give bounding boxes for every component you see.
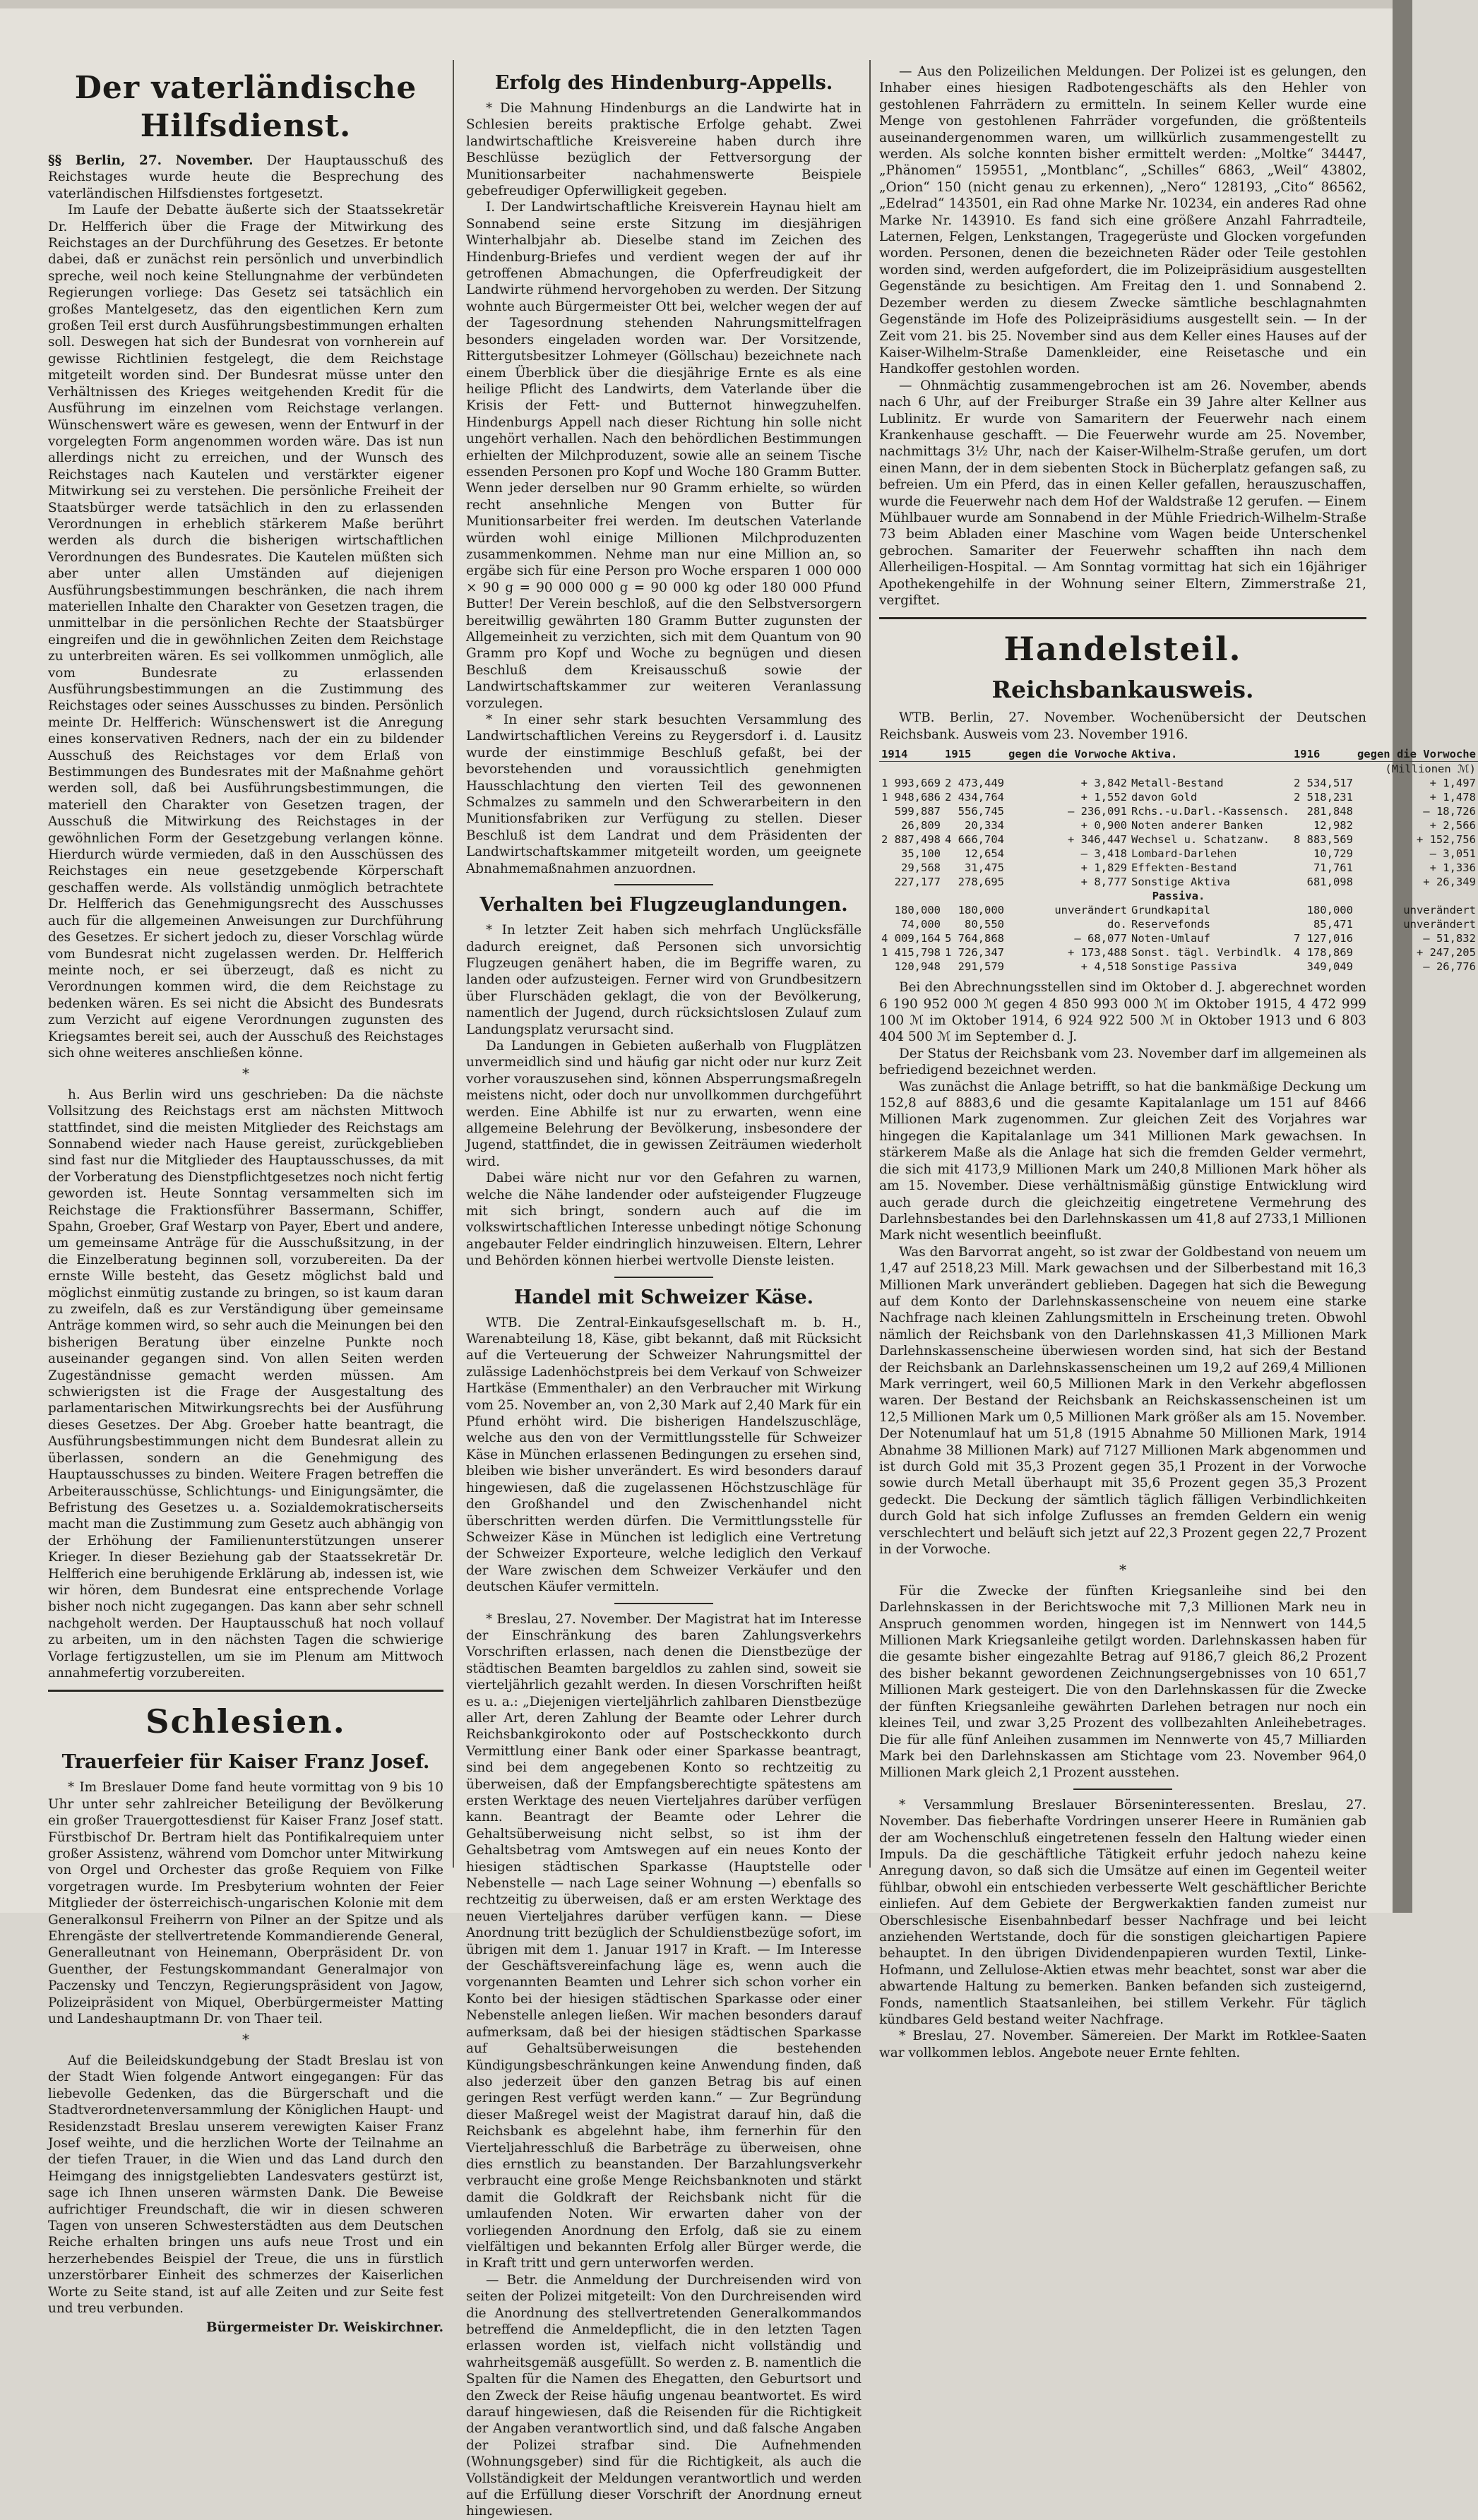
- table-cell: — 3,418: [1080, 847, 1127, 861]
- table-cell: Lombard-Darlehen: [1131, 847, 1237, 861]
- table-cell: 35,100: [901, 847, 941, 861]
- separator-star: *: [242, 1065, 249, 1082]
- article-paragraph: * In einer sehr stark besuchten Versammlung des Landwirtschaftlichen Vereins zu Reygersdorf i. d. Lausitz wurde der einstimmige Beschluß gefaßt, bei der bevorstehenden und voraussichtlich genehmigten Hausschlachtung den vierten Teil des gewonnenen Schmalzes zu sammeln und den Schwerarbeitern in den Munitionsfabriken zur Verfügung zu stellen. Dieser Beschluß ist dem Landrat und dem Präsidenten der Landwirtschaftskammer mitgeteilt worden, um geeignete Abnahmemaßnahmen anzuordnen.: [466, 712, 862, 876]
- table-cell: 12,654: [965, 847, 1004, 861]
- table-cell: 2 434,764: [945, 791, 1004, 804]
- section-rule: [879, 617, 1366, 619]
- table-cell: 681,098: [1306, 876, 1353, 889]
- table-header-cell: 1914: [879, 747, 943, 762]
- article-paragraph: Bei den Abrechnungsstellen sind im Oktober d. J. abgerechnet worden 6 190 952 000 ℳ gegen 4 850 993 000 ℳ im Oktober 1915, 4 472 999 100 ℳ im Oktober 1914, 6 924 922 500 ℳ in Oktober 1913 und 6 803 404 500 ℳ im September d. J.: [879, 980, 1366, 1045]
- separator-star: *: [1119, 1561, 1126, 1579]
- table-cell: Sonst. tägl. Verbindlk.: [1131, 946, 1283, 960]
- table-cell: 85,471: [1313, 918, 1353, 931]
- article-paragraph: h. Aus Berlin wird uns geschrieben: Da die nächste Vollsitzung des Reichstags erst am nächsten Mittwoch stattfindet, sind die meisten Mitglieder des Reichstags am Sonnabend wieder nach Hause gereist, zurückgeblieben sind fast nur die Mitglieder des Hauptausschusses, da mit der Vorberatung des Dienstpflichtgesetzes noch nicht fertig geworden ist. Heute Sonntag versammelten sich im Reichstage die Fraktionsführer Bassermann, Schiffer, Spahn, Groeber, Graf Westarp von Payer, Ebert und andere, um gemeinsame Anträge für die Ausschußsitzung, in der die Einzelberatung beginnen soll, vorzubereiten. Da der ernste Wille besteht, das Gesetz möglichst bald und möglichst einmütig zustande zu bringen, so ist kaum daran zu zweifeln, daß es zur Verständigung über gemeinsame Anträge kommen wird, so sehr auch die Meinungen bei den bisherigen Beratung über einzelne Punkte noch auseinander gegangen sind. Von allen Seiten werden Zugeständnisse gemacht werden müssen. Am schwierigsten ist die Frage der Ausgestaltung des parlamentarischen Mitwirkungsrechts bei der Ausführung dieses Gesetzes. Der Abg. Groeber hatte beantragt, die Ausführungsbestimmungen nicht dem Bundesrat allein zu überlassen, sondern an die Genehmigung des Hauptausschusses zu binden. Weitere Fragen betreffen die Arbeiterausschüsse, Schlichtungs- und Einigungsämter, die Befristung des Gesetzes u. a. Sozialdemokratischerseits macht man die Zustimmung zum Gesetz auch abhängig von der Erhöhung der Familienunterstützungen unserer Krieger. In dieser Beziehung gab der Staatssekretär Dr. Helfferich eine beruhigende Erklärung ab, indessen ist, wie wir hören, dem Bundesrat eine entsprechende Vorlage bisher noch nicht zugegangen. Das kann aber sehr schnell nachgeholt werden. Der Hauptausschuß hat noch vollauf zu arbeiten, um in den nächsten Tagen die schwierige Vorlage fertigzustellen, um sie im Plenum am Mittwoch annahmefertig vorzubereiten.: [48, 1087, 443, 1680]
- table-cell: + 26,349: [1423, 876, 1476, 889]
- table-cell: 7 127,016: [1293, 932, 1353, 945]
- table-row: [879, 917, 1478, 931]
- table-cell: 74,000: [901, 918, 941, 931]
- separator-star: *: [242, 2031, 249, 2048]
- table-cell: 5 764,868: [945, 932, 1004, 945]
- table-row: [879, 776, 1478, 790]
- table-cell: + 0,900: [1080, 819, 1127, 832]
- table-row: [879, 875, 1478, 889]
- table-cell: unverändert: [1054, 904, 1127, 917]
- table-cell: Noten anderer Banken: [1131, 819, 1263, 832]
- table-cell: 556,745: [958, 805, 1004, 818]
- table-cell: 349,049: [1306, 960, 1353, 974]
- reichsbank-table: [879, 747, 1478, 974]
- table-cell: Metall-Bestand: [1131, 777, 1224, 790]
- headline-hilfsdienst: Der vaterländische Hilfsdienst.: [74, 70, 417, 144]
- dateline: [48, 153, 443, 202]
- subheading-reichsbankausweis: Reichsbankausweis.: [991, 676, 1254, 704]
- table-unit-row: [879, 762, 1478, 777]
- table-cell: 1 726,347: [945, 946, 1004, 960]
- table-cell: Reservefonds: [1131, 918, 1210, 931]
- section-heading-handelsteil: Handelsteil.: [1003, 630, 1242, 669]
- table-cell: 180,000: [894, 904, 941, 917]
- table-cell: + 3,842: [1080, 777, 1127, 790]
- table-unit: (Millionen ℳ): [1385, 763, 1476, 776]
- table-cell: 291,579: [958, 960, 1004, 974]
- article-paragraph: Dabei wäre nicht nur vor den Gefahren zu warnen, welche die Nähe landender oder aufsteigender Flugzeuge mit sich bringt, sondern auch auf die im volkswirtschaftlichen Interesse unbedingt nötige Schonung angebauter Felder eindringlich hinzuweisen. Eltern, Lehrer und Behörden können hierbei wertvolle Dienste leisten.: [466, 1171, 862, 1269]
- article-paragraph: Was den Barvorrat angeht, so ist zwar der Goldbestand von neuem um 1,47 auf 2518,23 Mill. Mark gewachsen und der Silberbestand mit 16,3 Millionen Mark unverändert geblieben. Dagegen hat sich die Bewegung auf dem Konto der Darlehnskassenscheine von neuem eine starke Nachfrage nach kleinen Zahlungsmitteln in Erscheinung treten. Obwohl nämlich der Reichsbank von den Darlehnskassen 41,3 Millionen Mark Darlehnskassenscheine überwiesen worden sind, hat sich der Bestand der Reichsbank an Darlehnskassenscheinen um 19,2 auf 269,4 Millionen Mark verringert, weil 60,5 Millionen Mark in den Verkehr abgeflossen waren. Der Bestand der Reichsbank an Reichskassenscheinen ist um 12,5 Millionen Mark um 0,5 Millionen Mark größer als am 15. November. Der Notenumlauf hat um 51,8 (1915 Abnahme 50 Millionen Mark, 1914 Abnahme 38 Millionen Mark) auf 7127 Millionen Mark abgenommen und ist durch Gold mit 35,3 Prozent gegen 35,1 Prozent in der Vorwoche sowie durch Metall überhaupt mit 35,6 Prozent gegen 35,3 Prozent gedeckt. Die Deckung der sämtlich täglich fälligen Verbindlichkeiten durch Gold hat sich infolge Zuflusses an fremden Geldern ein wenig verschlechtert und beläuft sich jetzt auf 22,3 Prozent gegen 22,7 Prozent in der Vorwoche.: [879, 1244, 1366, 1558]
- column-1: [48, 64, 443, 2336]
- article-paragraph: Im Laufe der Debatte äußerte sich der Staatssekretär Dr. Helfferich über die Frage der Mitwirkung des Reichstages an der Durchführung des Gesetzes. Er betonte dabei, daß er zunächst rein persönlich und unverbindlich spreche, weil noch keine Stellungnahme der verbündeten Regierungen vorliege: Das Gesetz sei tatsächlich ein großes Mantelgesetz, das den eigentlichen Kern zum großen Teil erst durch Ausführungsbestimmungen erhalten soll. Deswegen hat sich der Bundesrat von vornherein auf gewisse Richtlinien festgelegt, die dem Reichstage mitgeteilt worden sind. Der Bundesrat müsse unter den Verhältnissen des Krieges weitgehenden Kredit für die Ausführung im einzelnen vom Reichstage verlangen. Wünschenswert wäre es gewesen, wenn der Entwurf in der vorgelegten Form angenommen worden wäre. Das ist nun allerdings nicht zu erreichen, und der Wunsch des Reichstages nach Kautelen und verstärkter eigener Mitwirkung sei zu verstehen. Die persönliche Freiheit der Staatsbürger werde tatsächlich in den zu erlassenden Verordnungen in erheblich stärkerem Maße berührt werden als durch die bisherigen wirtschaftlichen Verordnungen des Bundesrates. Die Kautelen müßten sich aber unter allen Umständen auf diejenigen Ausführungsbestimmungen beschränken, die nach ihrem materiellen Inhalte den Charakter von Gesetzen tragen, die unmittelbar in die persönlichen Rechte der Staatsbürger eingreifen und die in gewöhnlichen Zeiten dem Reichstage zu unterbreiten wären. Es sei vollkommen unmöglich, alle vom Bundesrate zu erlassenden Ausführungsbestimmungen an die Zustimmung des Reichstages oder seines Ausschusses zu binden. Persönlich meinte Dr. Helfferich: Wünschenswert ist die Anregung eines konservativen Redners, nach der ein zu bildender Ausschuß des Reichstages vor dem Erlaß von Bestimmungen des Bundesrates mit der Maßnahme gehört werden soll, daß bei Ausführungsbestimmungen, die materiell den Charakter von Gesetzen tragen, der Ausschuß die Mitwirkung des Reichstages in der gewöhnlichen Form der Gesetzgebung verlangen könne. Hierdurch würde vermieden, daß in den Ausschüssen des Reichstages ein neue gesetzgebende Körperschaft geschaffen werde. Als vollständig unmöglich betrachtete Dr. Helfferich das Genehmigungsrecht des Ausschusses auch für die allgemeinen Anweisungen zur Durchführung des Gesetzes. Er sichert jedoch zu, dieser Vorschlag würde vom Bundesrat nicht zugelassen werden. Dr. Helfferich meinte noch, er sei überzeugt, daß es nicht zu Verordnungen kommen wird, die dem Reichstage zu bedenken wären. Es sei nicht die Absicht des Bundesrats zum Verzicht auf eigene Verordnungen zugunsten des Kriegsamtes bereit sei, auch der Ausschuß des Reichstages sich ohne weiteres anschließen könne.: [48, 203, 443, 1061]
- short-rule: [614, 1277, 713, 1278]
- table-header-cell: 1915: [943, 747, 1006, 762]
- table-cell: + 152,756: [1416, 833, 1476, 847]
- table-header-cell: Aktiva.: [1129, 747, 1292, 762]
- table-cell: Wechsel u. Schatzanw.: [1131, 833, 1270, 847]
- table-cell: + 8,777: [1080, 876, 1127, 889]
- table-cell: + 4,518: [1080, 960, 1127, 974]
- table-cell: + 2,566: [1429, 819, 1476, 832]
- table-header-cell: 1916: [1292, 747, 1355, 762]
- table-cell: 8 883,569: [1293, 833, 1353, 847]
- table-row: [879, 804, 1478, 818]
- table-cell: Rchs.-u.Darl.-Kassensch.: [1131, 805, 1289, 818]
- table-cell: Noten-Umlauf: [1131, 932, 1210, 945]
- table-cell: 281,848: [1306, 805, 1353, 818]
- table-cell: + 247,205: [1416, 946, 1476, 960]
- table-cell: 80,550: [965, 918, 1004, 931]
- article-paragraph: * Im Breslauer Dome fand heute vormittag von 9 bis 10 Uhr unter sehr zahlreicher Beteiligung der Bevölkerung ein großer Trauergottesdienst für Kaiser Franz Josef statt. Fürstbischof Dr. Bertram hielt das Pontifikalrequiem unter großer Assistenz, während vom Domchor unter Mitwirkung von Orgel und Orchester das große Requiem von Filke vorgetragen wurde. Im Presbyterium wohnten der Feier Mitglieder der österreichisch-ungarischen Kolonie mit dem Generalkonsul Freiherrn von Pilner an der Spitze und als Ehrengäste der stellvertretende Kommandierende General, Generalleutnant von Heinemann, Oberpräsident Dr. von Guenther, der Festungskommandant Generalmajor von Paczensky und Tenczyn, Regierungspräsident von Jagow, Polizeipräsident von Miquel, Oberbürgermeister Matting und Landeshauptmann Dr. von Thaer teil.: [48, 1780, 443, 2027]
- table-row: [879, 832, 1478, 847]
- table-row: [879, 945, 1478, 960]
- table-cell: 12,982: [1313, 819, 1353, 832]
- table-cell: + 1,478: [1429, 791, 1476, 804]
- table-cell: + 1,829: [1080, 861, 1127, 875]
- table-cell: Effekten-Bestand: [1131, 861, 1237, 875]
- article-paragraph: Was zunächst die Anlage betrifft, so hat die bankmäßige Deckung um 152,8 auf 8883,6 und die gesamte Kapitalanlage um 151 auf 8466 Millionen Mark zugenommen. Zur gleichen Zeit des Vorjahres war hingegen die Kapitalanlage um 341 Millionen Mark gewachsen. In stärkerem Maße als die Anlage hat sich die fremden Gelder vermehrt, die sich mit 4173,9 Millionen Mark um 240,8 Millionen Mark höher als am 15. November. Diese verhältnismäßig günstige Entwicklung wird auch gerade durch die gleichzeitig eingetretene Vermehrung des Darlehnsbestandes bei den Darlehnskassen um 41,8 auf 2733,1 Millionen Mark nicht wesentlich beeinflußt.: [879, 1079, 1366, 1243]
- subheading-flugzeuglandungen: Verhalten bei Flugzeuglandungen.: [479, 894, 848, 916]
- table-header-cell: gegen die Vorwoche: [1355, 747, 1478, 762]
- column-rule-1: [453, 60, 454, 1868]
- article-paragraph: * Versammlung Breslauer Börseninteressenten. Breslau, 27. November. Das fieberhafte Vordringen unserer Heere in Rumänien gab der am Wochenschluß eingetretenen fesseln den Haltung wieder einen Impuls. Da die geschäftliche Tätigkeit erfuhr jedoch nahezu keine Anregung davon, so daß sich die Umsätze auf einen im Gegenteil weiter fühlbar, obwohl ein entschieden verbesserte Welt geschäftlicher Berichte einliefen. Auf dem Gebiete der Bergwerkaktien fanden zumeist nur Oberschlesische Eisenbahnbedarf besser Nachfrage und bei leicht anziehenden Wertstande, doch für die sonstigen gleichartigen Papiere behauptet. In den übrigen Dividendenpapieren wurden Textil, Linke-Hofmann, und Zellulose-Aktien etwas mehr beachtet, sonst war aber die abwartende Haltung zu bemerken. Banken befanden sich zusteigernd, Fonds, namentlich Staatsanleihen, bei stillem Verkehr. Für täglich kündbares Geld bestand weiter Nachfrage.: [879, 1797, 1366, 2027]
- article-paragraph: Der Hauptausschuß des Reichstages wurde heute die Besprechung des vaterländischen Hilfsdienstes fortgesetzt.: [48, 153, 443, 201]
- table-cell: — 51,832: [1423, 932, 1476, 945]
- article-paragraph: — Aus den Polizeilichen Meldungen. Der Polizei ist es gelungen, den Inhaber eines hiesigen Radbotengeschäfts als den Hehler von gestohlenen Fahrrädern zu ermitteln. In seinem Keller wurde eine Menge von gestohlenen Fahrräder vorgefunden, die größtenteils auseinandergenommen waren, um willkürlich zusammengestellt zu werden. Als solche konnten bisher ermittelt werden: „Moltke“ 34447, „Phänomen“ 159551, „Montblanc“, „Schilles“ 6863, „Weil“ 43802, „Orion“ 150 (nicht genau zu erkennen), „Nero“ 128193, „Cito“ 86562, „Edelrad“ 143501, ein Rad ohne Marke Nr. 10234, ein anderes Rad ohne Marke Nr. 143910. Es fand sich eine größere Anzahl Fahrradteile, Laternen, Felgen, Lenkstangen, Tragegerüste und Glocken vorgefunden worden. Personen, denen die bezeichneten Räder oder Teile gestohlen worden sind, werden aufgefordert, die im Polizeipräsidium ausgestellten Gegenstände zu besichtigen. Am Freitag den 1. und Sonnabend 2. Dezember werden zu diesem Zwecke sämtliche beschlagnahmten Gegenstände im Hofe des Polizeipräsidiums ausgestellt sein. — In der Zeit vom 21. bis 25. November sind aus dem Keller eines Hauses auf der Kaiser-Wilhelm-Straße Damenkleider, eine Reisetasche und ein Handkoffer gestohlen worden.: [879, 64, 1366, 377]
- table-row: [879, 818, 1478, 832]
- dateline-text: §§ Berlin, 27. November.: [48, 153, 254, 168]
- table-cell: 2 534,517: [1293, 777, 1353, 790]
- table-cell: 180,000: [958, 904, 1004, 917]
- table-cell: + 1,336: [1429, 861, 1476, 875]
- table-cell: 4 009,164: [881, 932, 941, 945]
- table-cell: + 1,497: [1429, 777, 1476, 790]
- table-row: [879, 790, 1478, 804]
- table-cell: 10,729: [1313, 847, 1353, 861]
- article-paragraph: Auf die Beileidskundgebung der Stadt Breslau ist von der Stadt Wien folgende Antwort eingegangen: Für das liebevolle Gedenken, das die Bürgerschaft und die Stadtverordnetenversammlung der Königlichen Haupt- und Residenzstadt Breslau unserem verewigten Kaiser Franz Josef weihte, und die herzlichen Worte der Teilnahme an der tiefen Trauer, in die Wien und das Land durch den Heimgang des innigstgeliebten Landesvaters gestürzt ist, sage ich Ihnen unseren wärmsten Dank. Die Beweise aufrichtiger Freundschaft, die wir in diesen schweren Tagen von unseren Schwesterstädten aus dem Deutschen Reiche erhalten bringen uns aufs neue Trost und ein herzerhebendes Beispiel der Treue, die uns in fürstlich unzerstörbarer Einheit des schmerzes der Kaiserlichen Worte zu Seite stand, ist auf alle Zeiten und zur Seite fest und treu verbunden.: [48, 2053, 443, 2316]
- section-rule: [48, 1690, 443, 1692]
- table-cell: Sonstige Aktiva: [1131, 876, 1230, 889]
- aktiva-rows: [879, 776, 1478, 889]
- subheading-schweizer-kaese: Handel mit Schweizer Käse.: [513, 1286, 814, 1308]
- table-cell: + 1,552: [1080, 791, 1127, 804]
- table-cell: — 26,776: [1423, 960, 1476, 974]
- short-rule: [1073, 1789, 1172, 1790]
- table-cell: — 3,051: [1429, 847, 1476, 861]
- article-paragraph: * Breslau, 27. November. Der Magistrat hat im Interesse der Einschränkung des baren Zahlungsverkehrs Vorschriften erlassen, nach denen die Dienstbezüge der städtischen Beamten bargeldlos zu zahlen sind, soweit sie vierteljährlich gezahlt werden. In diesen Vorschriften heißt es u. a.: „Diejenigen vierteljährlich zahlbaren Dienstbezüge aller Art, deren Zahlung der Beamte oder Lehrer durch Reichsbankgirokonto oder auf Postscheckkonto durch Vermittlung einer Bank oder einer Sparkasse beantragt, sind bei dem angegebenen Konto so rechtzeitig zu überweisen, daß der Empfangsberechtigte spätestens am ersten Werktage des neuen Vierteljahres darüber verfügen kann. Beantragt der Beamte oder Lehrer die Gehaltsüberweisung nicht selbst, so ist ihm der Gehaltsbetrag vom Amtswegen auf ein neues Konto der hiesigen städtischen Sparkasse (Hauptstelle oder Nebenstelle — nach Lage seiner Wohnung —) ebenfalls so rechtzeitig zu überweisen, daß er am ersten Werktage des neuen Vierteljahres darüber verfügen kann. — Diese Anordnung tritt bezüglich der Schuldienstbezüge sofort, im übrigen mit dem 1. Januar 1917 in Kraft. — Im Interesse der Geschäftsvereinfachung läge es, wenn auch die vorgenannten Beamten und Lehrer sich schon vorher ein Konto bei der hiesigen städtischen Sparkasse oder einer Nebenstelle anlegen ließen. Wir machen besonders darauf aufmerksam, daß bei der hiesigen städtischen Sparkasse auf Gehaltsüberweisungen die bestehenden Kündigungsbeschränkungen keine Anwendung finden, daß also jederzeit über den ganzen Betrag bis auf einen geringen Rest verfügt werden kann.“ — Zur Begründung dieser Maßregel weist der Magistrat darauf hin, daß die Reichsbank es abgelehnt habe, ihm fernerhin für den Vierteljahresschluß die Barbeträge zu überweisen, ohne dies ernstlich zu beanstanden. Der Barzahlungsverkehr verbraucht eine große Menge Reichsbanknoten und stärkt damit die Goldkraft der Reichsbank nicht für die umlaufenden Noten. Wir erwarten daher von der vorliegenden Anordnung den Erfolg, daß sie zu einem vielfältigen und bekannten Erfolg aller Bürger werde, die in Kraft tritt und gern unterworfen werden.: [466, 1611, 862, 2271]
- article-paragraph: — Betr. die Anmeldung der Durchreisenden wird von seiten der Polizei mitgeteilt: Von den Durchreisenden wird die Anordnung des stellvertretenden Generalkommandos betreffend die Anmeldepflicht, die in den letzten Tagen erlassen worden ist, vielfach nicht vollständig und wahrheitsgemäß ausgefüllt. So werden z. B. namentlich die Spalten für die Namen des Ehegatten, den Geburtsort und den Zweck der Reise häufig ungenau beantwortet. Es wird darauf hingewiesen, daß die Reisenden für die Richtigkeit der Angaben verantwortlich sind, und daß falsche Angaben der Polizei strafbar sind. Die Aufnehmenden (Wohnungsgeber) sind für die Richtigkeit, als auch die Vollständigkeit der Meldungen verantwortlich und werden auf die Erfüllung dieser Vorschrift der Anordnung erneut hingewiesen.: [466, 2272, 862, 2519]
- section-heading-schlesien: Schlesien.: [145, 1702, 346, 1741]
- table-row: [879, 931, 1478, 945]
- article-paragraph: WTB. Berlin, 27. November. Wochenübersicht der Deutschen Reichsbank. Ausweis vom 23. November 1916.: [879, 710, 1366, 742]
- column-3: [879, 64, 1476, 2060]
- table-cell: 278,695: [958, 876, 1004, 889]
- subheading-hindenburg: Erfolg des Hindenburg-Appells.: [494, 72, 833, 94]
- table-row: [879, 960, 1478, 974]
- table-cell: 227,177: [894, 876, 941, 889]
- table-cell: — 68,077: [1074, 932, 1127, 945]
- table-cell: Grundkapital: [1131, 904, 1210, 917]
- table-cell: 71,761: [1313, 861, 1353, 875]
- table-cell: — 236,091: [1067, 805, 1127, 818]
- article-paragraph: * In letzter Zeit haben sich mehrfach Unglücksfälle dadurch ereignet, daß Personen sich unvorsichtig Flugzeugen genähert haben, die im Begriffe waren, zu landen oder aufzusteigen. Ferner wird von Grundbesitzern über Flurschäden geklagt, die von der Bevölkerung, namentlich der Jugend, durch rücksichtslosen Zulauf zum Landungsplatz verursacht sind.: [466, 923, 862, 1037]
- table-cell: 4 178,869: [1293, 946, 1353, 960]
- article-paragraph: I. Der Landwirtschaftliche Kreisverein Haynau hielt am Sonnabend seine erste Sitzung im diesjährigen Winterhalbjahr ab. Dieselbe stand im Zeichen des Hindenburg-Briefes und verdient wegen der auf ihr getroffenen Abmachungen, die Opferfreudigkeit der Landwirte rühmend hervorgehoben zu werden. Der Sitzung wohnte auch Bürgermeister Ott bei, welcher wegen der auf der Tagesordnung stehenden Nahrungsmittelfragen besonders eingeladen worden war. Der Vorsitzende, Rittergutsbesitzer Lohmeyer (Göllschau) bezeichnete nach einem Überblick über die diesjährige Ernte es als eine heilige Pflicht des Landwirts, dem Vaterlande über die Krisis der Fett- und Butternot hinwegzuhelfen. Hindenburgs Appell nach dieser Richtung hin solle nicht ungehört verhallen. Nach den behördlichen Bestimmungen erhielten der Milchproduzent, sowie alle an seinem Tische essenden Personen pro Kopf und Woche 180 Gramm Butter. Wenn jeder derselben nur 90 Gramm erhielte, so würden recht ansehnliche Mengen von Butter für Munitionsarbeiter frei werden. Im deutschen Vaterlande würden wohl einige Millionen Milchproduzenten zusammenkommen. Nehme man nur eine Million an, so ergäbe sich für eine Person pro Woche ersparen 1 000 000 × 90 g = 90 000 000 g = 90 000 kg oder 180 000 Pfund Butter! Der Verein beschloß, auf die den Selbstversorgern bereitwillig gewährten 180 Gramm Butter zugunsten der Allgemeinheit zu verzichten, sich mit dem Quantum von 90 Gramm pro Kopf und Woche zu begnügen und diesen Beschluß dem Kreisausschuß sowie der Landwirtschaftskammer zur weiteren Veranlassung vorzulegen.: [466, 200, 862, 711]
- short-rule: [614, 884, 713, 885]
- table-cell: + 346,447: [1067, 833, 1127, 847]
- table-cell: 29,568: [901, 861, 941, 875]
- passiva-rows: [879, 903, 1478, 974]
- table-cell: 20,334: [965, 819, 1004, 832]
- short-rule: [614, 1603, 713, 1604]
- table-cell: 180,000: [1306, 904, 1353, 917]
- table-cell: 2 887,498: [881, 833, 941, 847]
- passiva-label-row: [879, 889, 1478, 903]
- signature: Bürgermeister Dr. Weiskirchner.: [205, 2320, 443, 2336]
- table-cell: unverändert: [1403, 904, 1476, 917]
- article-paragraph: WTB. Die Zentral-Einkaufsgesellschaft m. b. H., Warenabteilung 18, Käse, gibt bekannt, daß mit Rücksicht auf die Verteuerung der Schweizer Nahrungsmittel der zulässige Ladenhöchstpreis bei dem Verkauf von Schweizer Hartkäse (Emmenthaler) an den Verbraucher mit Wirkung vom 25. November an, von 2,30 Mark auf 2,40 Mark für ein Pfund erhöht wird. Die bisherigen Handelszuschläge, welche aus den von der Vermittlungsstelle für Schweizer Käse in München erlassenen Bedingungen zu ersehen sind, bleiben wie bisher unverändert. Es wird besonders darauf hingewiesen, daß die zugelassenen Höchstzuschläge für den Großhandel und den Zwischenhandel nicht überschritten werden dürfen. Die Vermittlungsstelle für Schweizer Käse in München ist lediglich eine Vertretung der Schweizer Exporteure, welche lediglich den Verkauf der Ware zwischen dem Schweizer Verkäufer und den deutschen Käufer vermitteln.: [466, 1315, 862, 1595]
- column-2: [466, 64, 862, 2519]
- subheading-trauerfeier: Trauerfeier für Kaiser Franz Josef.: [61, 1751, 430, 1774]
- table-row: [879, 903, 1478, 917]
- article-paragraph: — Ohnmächtig zusammengebrochen ist am 26. November, abends nach 6 Uhr, auf der Freiburger Straße ein 39 Jahre alter Kellner aus Lublinitz. Er wurde von Samaritern der Feuerwehr nach einem Krankenhause geschafft. — Die Feuerwehr wurde am 25. November, nachmittags 3½ Uhr, nach der Kaiser-Wilhelm-Straße gerufen, um dort einen Mann, der in dem siebenten Stock in Bücherplatz gefangen saß, zu befreien. Um ein Pferd, das in einen Keller gefallen, herauszuschaffen, wurde die Feuerwehr nach dem Hof der Waldstraße 12 gerufen. — Einem Mühlbauer wurde am Sonnabend in der Mühle Friedrich-Wilhelm-Straße 73 beim Abladen einer Maschine vom Wagen beide Unterschenkel gebrochen. Samariter der Feuerwehr schafften ihn nach dem Allerheiligen-Hospital. — Am Sonntag vormittag hat sich ein 16jähriger Apothekengehilfe in der Wohnung seiner Eltern, Zimmerstraße 21, vergiftet.: [879, 378, 1366, 608]
- table-cell: Sonstige Passiva: [1131, 960, 1237, 974]
- article-paragraph: * Die Mahnung Hindenburgs an die Landwirte hat in Schlesien bereits praktische Erfolge gehabt. Zwei landwirtschaftliche Kreisvereine haben durch ihre Beschlüsse bezüglich der Fettversorgung der Munitionsarbeiter nachahmenswerte Beispiele gebefreudiger Opferwilligkeit gegeben.: [466, 101, 862, 199]
- table-cell: do.: [1107, 918, 1127, 931]
- table-cell: 120,948: [894, 960, 941, 974]
- table-cell: 599,887: [894, 805, 941, 818]
- article-paragraph: * Breslau, 27. November. Sämereien. Der Markt im Rotklee-Saaten war vollkommen leblos. Angebote neuer Ernte fehlten.: [879, 2029, 1366, 2060]
- table-cell: unverändert: [1403, 918, 1476, 931]
- article-paragraph: Da Landungen in Gebieten außerhalb von Flugplätzen unvermeidlich sind und häufig gar nicht oder nur kurz Zeit vorher vorauszusehen sind, können Absperrungsmaßregeln meistens nicht, oder doch nur unvollkommen durchgeführt werden. Eine Abhilfe ist nur zu erwarten, wenn eine allgemeine Belehrung der Bevölkerung, insbesondere der Jugend, stattfindet, die in gewissen Zeiträumen wiederholt wird.: [466, 1038, 862, 1169]
- article-paragraph: Der Status der Reichsbank vom 23. November darf im allgemeinen als befriedigend bezeichnet werden.: [879, 1046, 1366, 1078]
- page-top-edge: [0, 0, 1412, 8]
- table-cell: 2 473,449: [945, 777, 1004, 790]
- table-cell: 1 415,798: [881, 946, 941, 960]
- table-cell: 2 518,231: [1293, 791, 1353, 804]
- table-row: [879, 861, 1478, 875]
- table-cell: davon Gold: [1131, 791, 1198, 804]
- passiva-label: Passiva.: [1152, 890, 1205, 903]
- table-cell: 26,809: [901, 819, 941, 832]
- table-cell: 4 666,704: [945, 833, 1004, 847]
- table-cell: + 173,488: [1067, 946, 1127, 960]
- table-row: [879, 847, 1478, 861]
- table-header-row: [879, 747, 1478, 762]
- table-cell: — 18,726: [1423, 805, 1476, 818]
- column-rule-2: [869, 60, 871, 1868]
- article-paragraph: Für die Zwecke der fünften Kriegsanleihe sind bei den Darlehnskassen in der Berichtswoche mit 7,3 Millionen Mark neu in Anspruch genommen worden, hingegen ist im Nennwert von 144,5 Millionen Mark Kriegsanleihe getilgt worden. Darlehnskassen haben für die gesamte bisher eingezahlte Betrag auf 9186,7 gleich 86,2 Prozent des bisher bekannt gewordenen Zeichnungsergebnisses von 10 651,7 Millionen Mark gesteigert. Die von den Darlehnskassen für die Zwecke der fünften Kriegsanleihe gewährten Darlehen betragen nur noch ein kleines Teil, und zwar 3,25 Prozent des vollbezahlten Anleihebetrages. Die für alle fünf Anleihen zusammen im Nennwerte von 45,7 Milliarden Mark bei den Darlehnskassen am Stichtage vom 23. November 964,0 Millionen Mark gleich 2,1 Prozent ausstehen.: [879, 1583, 1366, 1781]
- table-cell: 1 948,686: [881, 791, 941, 804]
- table-cell: 1 993,669: [881, 777, 941, 790]
- table-cell: 31,475: [965, 861, 1004, 875]
- table-header-cell: gegen die Vorwoche: [1006, 747, 1129, 762]
